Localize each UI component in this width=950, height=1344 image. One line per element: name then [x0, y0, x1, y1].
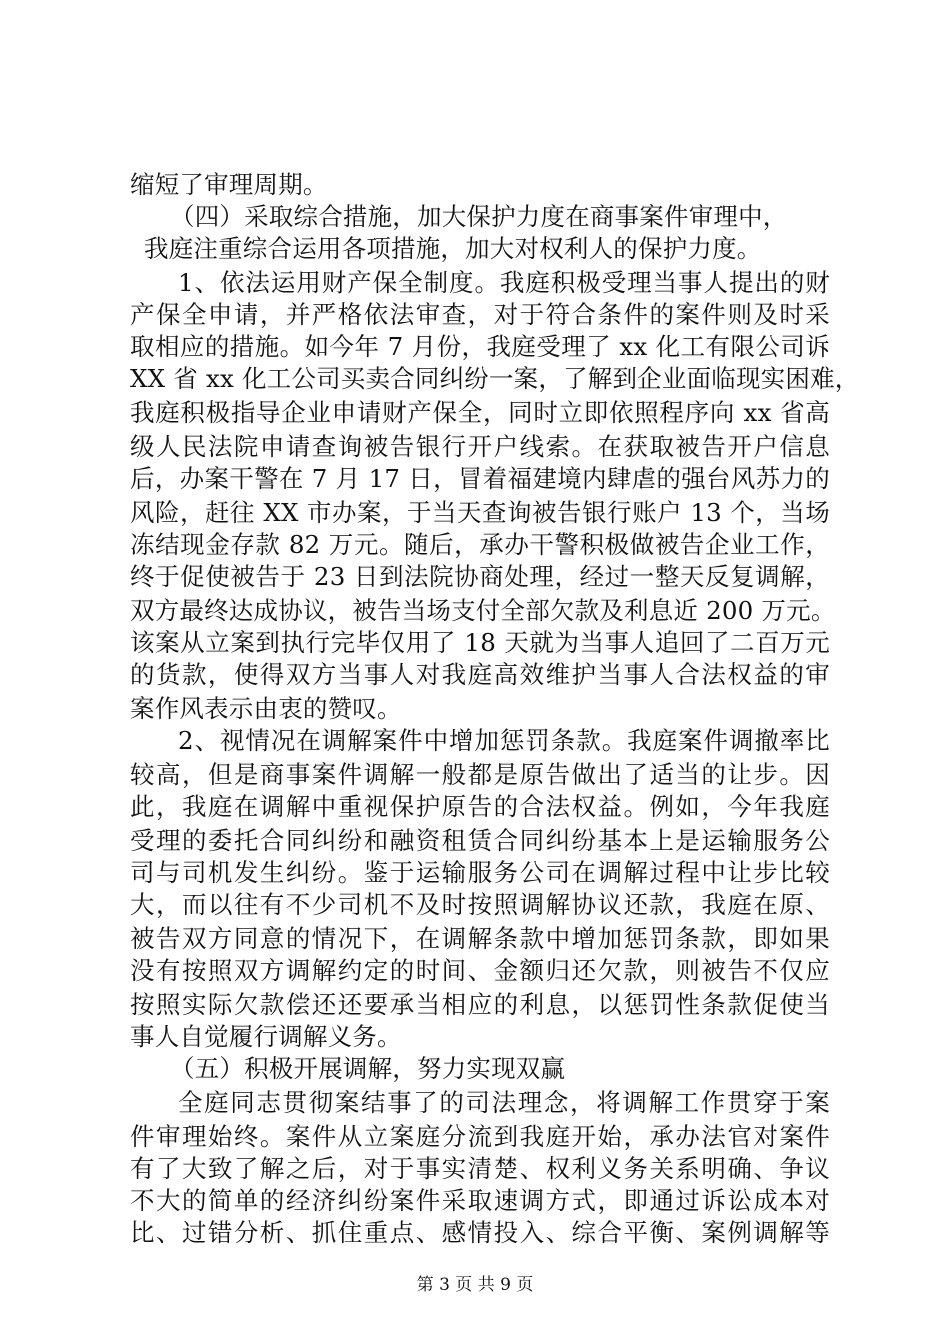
body-line: 此，我庭在调解中重视保护原告的合法权益。例如，今年我庭: [130, 792, 830, 821]
body-line: 终于促使被告于 23 日到法院协商处理，经过一整天反复调解，: [130, 562, 830, 591]
body-line: 有了大致了解之后，对于事实清楚、权利义务关系明确、争议: [130, 1154, 830, 1183]
body-line: 我庭注重综合运用各项措施，加大对权利人的保护力度。: [144, 234, 762, 263]
body-line: 受理的委托合同纠纷和融资租赁合同纠纷基本上是运输服务公: [130, 826, 830, 855]
body-line: 我庭积极指导企业申请财产保全，同时立即依照程序向 xx 省高: [130, 398, 830, 427]
body-line: 较高，但是商事案件调解一般都是原告做出了适当的让步。因: [130, 760, 830, 789]
body-line: 冻结现金存款 82 万元。随后，承办干警积极做被告企业工作，: [130, 530, 830, 559]
body-line: 该案从立案到执行完毕仅用了 18 天就为当事人追回了二百万元: [130, 628, 830, 657]
body-line: 风险，赶往 XX 市办案，于当天查询被告银行账户 13 个，当场: [130, 498, 830, 527]
body-line: 双方最终达成协议，被告当场支付全部欠款及利息近 200 万元。: [130, 596, 836, 625]
body-line: 缩短了审理周期。: [130, 170, 328, 199]
paragraph-first-line: 2、视情况在调解案件中增加惩罚条款。我庭案件调撤率比: [178, 726, 830, 755]
body-line: 没有按照双方调解约定的时间、金额归还欠款，则被告不仅应: [130, 956, 830, 985]
body-line: 不大的简单的经济纠纷案件采取速调方式，即通过诉讼成本对: [130, 1186, 830, 1215]
body-line: 司与司机发生纠纷。鉴于运输服务公司在调解过程中让步比较: [130, 858, 830, 887]
body-line: 件审理始终。案件从立案庭分流到我庭开始，承办法官对案件: [130, 1122, 830, 1151]
body-line: 被告双方同意的情况下，在调解条款中增加惩罚条款，即如果: [130, 924, 830, 953]
page-number-footer: 第 3 页 共 9 页: [416, 1275, 534, 1295]
body-line: 取相应的措施。如今年 7 月份，我庭受理了 xx 化工有限公司诉: [130, 332, 830, 361]
body-line: 后，办案干警在 7 月 17 日，冒着福建境内肆虐的强台风苏力的: [130, 464, 830, 493]
paragraph-first-line: 全庭同志贯彻案结事了的司法理念，将调解工作贯穿于案: [178, 1088, 830, 1117]
section-heading: （五）积极开展调解，努力实现双赢: [170, 1054, 566, 1083]
body-line: 大，而以往有不少司机不及时按照调解协议还款，我庭在原、: [130, 890, 830, 919]
body-line: 比、过错分析、抓住重点、感情投入、综合平衡、案例调解等: [130, 1218, 830, 1247]
section-heading: （四）采取综合措施，加大保护力度在商事案件审理中，: [170, 202, 788, 231]
body-line: 事人自觉履行调解义务。: [130, 1022, 402, 1051]
body-line: 按照实际欠款偿还还要承当相应的利息，以惩罚性条款促使当: [130, 990, 830, 1019]
body-line: XX 省 xx 化工公司买卖合同纠纷一案，了解到企业面临现实困难，: [130, 364, 860, 393]
paragraph-first-line: 1、依法运用财产保全制度。我庭积极受理当事人提出的财: [178, 268, 830, 297]
body-line: 的货款，使得双方当事人对我庭高效维护当事人合法权益的审: [130, 660, 830, 689]
body-line: 案作风表示由衷的赞叹。: [130, 694, 402, 723]
body-line: 产保全申请，并严格依法审查，对于符合条件的案件则及时采: [130, 300, 830, 329]
body-line: 级人民法院申请查询被告银行开户线索。在获取被告开户信息: [130, 432, 830, 461]
